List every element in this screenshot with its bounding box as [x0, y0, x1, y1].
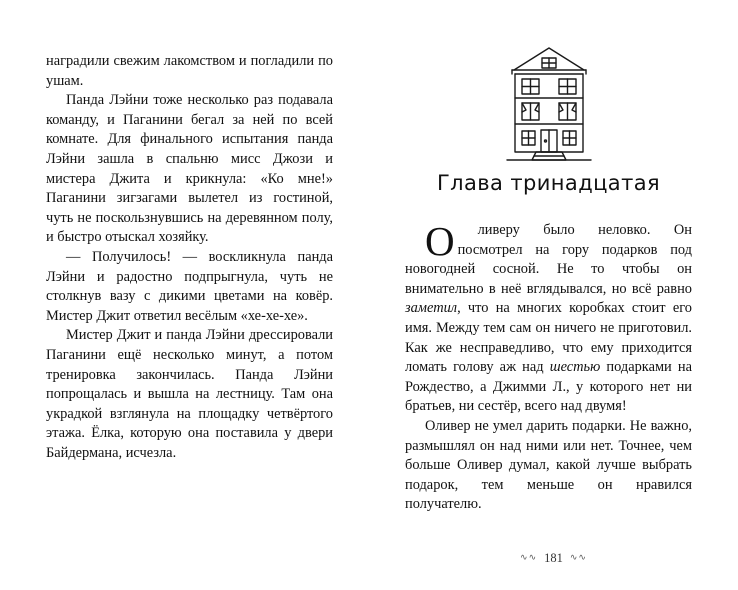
paragraph: Оливер не умел дарить подарки. Не важно, размышлял он над ними или нет. Точнее, чем больше Оливер думал, какой лучше выбрать подарок, тем меньше он нравился получателю.: [405, 417, 692, 513]
page-number: 181: [544, 551, 563, 565]
paragraph-with-dropcap: [405, 218, 692, 417]
paragraph-text-part: ливеру было неловко. Он посмотрел на гору подарков под новогодней сосной. Не то чтобы он внимательно в неё вглядывался, но всё равно: [405, 222, 692, 297]
paragraph-text-part: подарками на Рождество, а Джимми Л., у которого нет ни братьев, ни сестёр, всего над двумя!: [405, 359, 692, 415]
chapter-title: Глава тринадцатая: [436, 171, 661, 195]
drop-cap: О: [425, 218, 455, 264]
paragraph: Мистер Джит и панда Лэйни дрессировали Паганини ещё несколько минут, а потом тренировка закончилась. Панда Лэйни попрощалась и вышла на лестницу. Там она украдкой взглянула на площадку четвёртого этажа. Ёлка, которую она поставила у двери Байдермана, исчезла.: [46, 327, 333, 461]
left-page-body: [46, 52, 333, 463]
paragraph-text-part: , что на многих коробках стоит его имя. Между тем сам он ничего не приготовил. Как же несправедливо, что ему приходится ломать голову аж над: [405, 300, 692, 376]
brownstone-house-icon: [474, 40, 624, 165]
emphasis-text: заметил: [405, 300, 458, 317]
paragraph: Панда Лэйни тоже несколько раз подавала команду, и Паганини бегал за ней по всей комнате. Для финального испытания панда Лэйни зашла в спальню мисс Джози и мистера Джита и крикнула: «Ко мне!» Паганини зигзагами вылетел из гостиной, чуть не поскользнувшись на деревянном полу, и быстро отыскал хозяйку.: [46, 92, 333, 246]
page-folio: [369, 551, 738, 566]
chapter-illustration: [405, 40, 692, 165]
emphasis-text: шестью: [549, 359, 601, 376]
right-page-body: [405, 218, 692, 515]
folio-ornament-left: ∿∿: [520, 552, 538, 562]
paragraph: — Получилось! — воскликнула панда Лэйни и радостно подпрыгнула, чуть не столкнув вазу с дикими цветами на ковёр. Мистер Джит ответил весёлым «хе-хе-хе».: [46, 248, 333, 324]
folio-ornament-right: ∿∿: [569, 552, 587, 562]
right-page: [369, 0, 738, 590]
paragraph: наградили свежим лакомством и погладили по ушам.: [46, 53, 333, 89]
